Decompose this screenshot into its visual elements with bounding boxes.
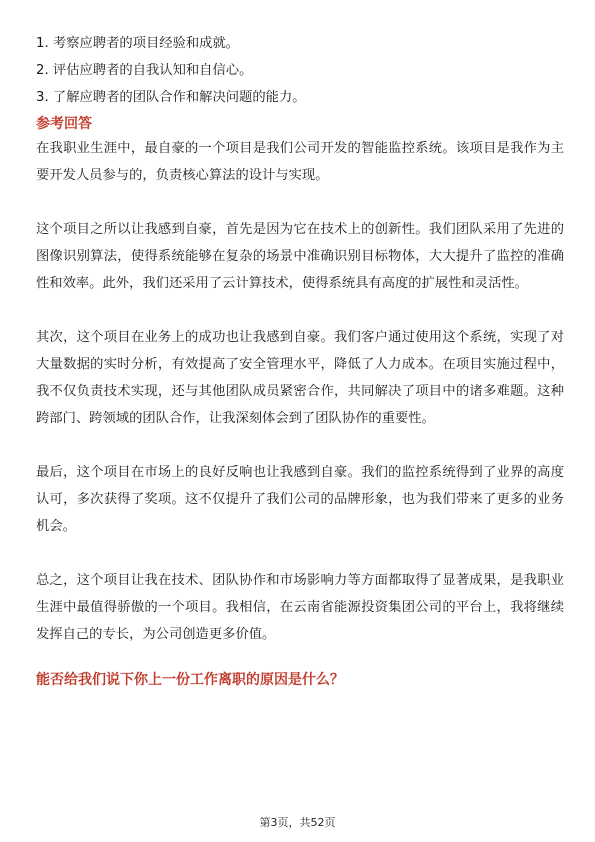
list-item: 1. 考察应聘者的项目经验和成就。: [36, 36, 240, 51]
answer-paragraph: 最后，这个项目在市场上的良好反响也让我感到自豪。我们的监控系统得到了业界的高度认可，多次获得了奖项。这不仅提升了我们公司的品牌形象，也为我们带来了更多的业务机会。: [36, 465, 564, 534]
list-item: 3. 了解应聘者的团队合作和解决问题的能力。: [36, 90, 306, 105]
answer-paragraph: 总之，这个项目让我在技术、团队协作和市场影响力等方面都取得了显著成果，是我职业生涯中最值得骄傲的一个项目。我相信，在云南省能源投资集团公司的平台上，我将继续发挥自己的专长，为公司创造更多价值。: [36, 573, 564, 642]
page-number-footer: 第3页，共52页: [259, 816, 336, 829]
list-item: 2. 评估应聘者的自我认知和自信心。: [36, 63, 253, 78]
next-question-heading: 能否给我们说下你上一份工作离职的原因是什么？: [36, 672, 344, 688]
answer-paragraph: 在我职业生涯中，最自豪的一个项目是我们公司开发的智能监控系统。该项目是我作为主要开发人员参与的，负责核心算法的设计与实现。: [36, 141, 564, 183]
answer-paragraph: 其次，这个项目在业务上的成功也让我感到自豪。我们客户通过使用这个系统，实现了对大量数据的实时分析，有效提高了安全管理水平，降低了人力成本。在项目实施过程中，我不仅负责技术实现，还与其他团队成员紧密合作，共同解决了项目中的诸多难题。这种跨部门、跨领域的团队合作，让我深刻体会到了团队协作的重要性。: [36, 330, 564, 426]
answer-heading: 参考回答: [36, 116, 92, 132]
answer-paragraph: 这个项目之所以让我感到自豪，首先是因为它在技术上的创新性。我们团队采用了先进的图像识别算法，使得系统能够在复杂的场景中准确识别目标物体，大大提升了监控的准确性和效率。此外，我们还采用了云计算技术，使得系统具有高度的扩展性和灵活性。: [36, 222, 564, 291]
page-content: [36, 30, 564, 691]
